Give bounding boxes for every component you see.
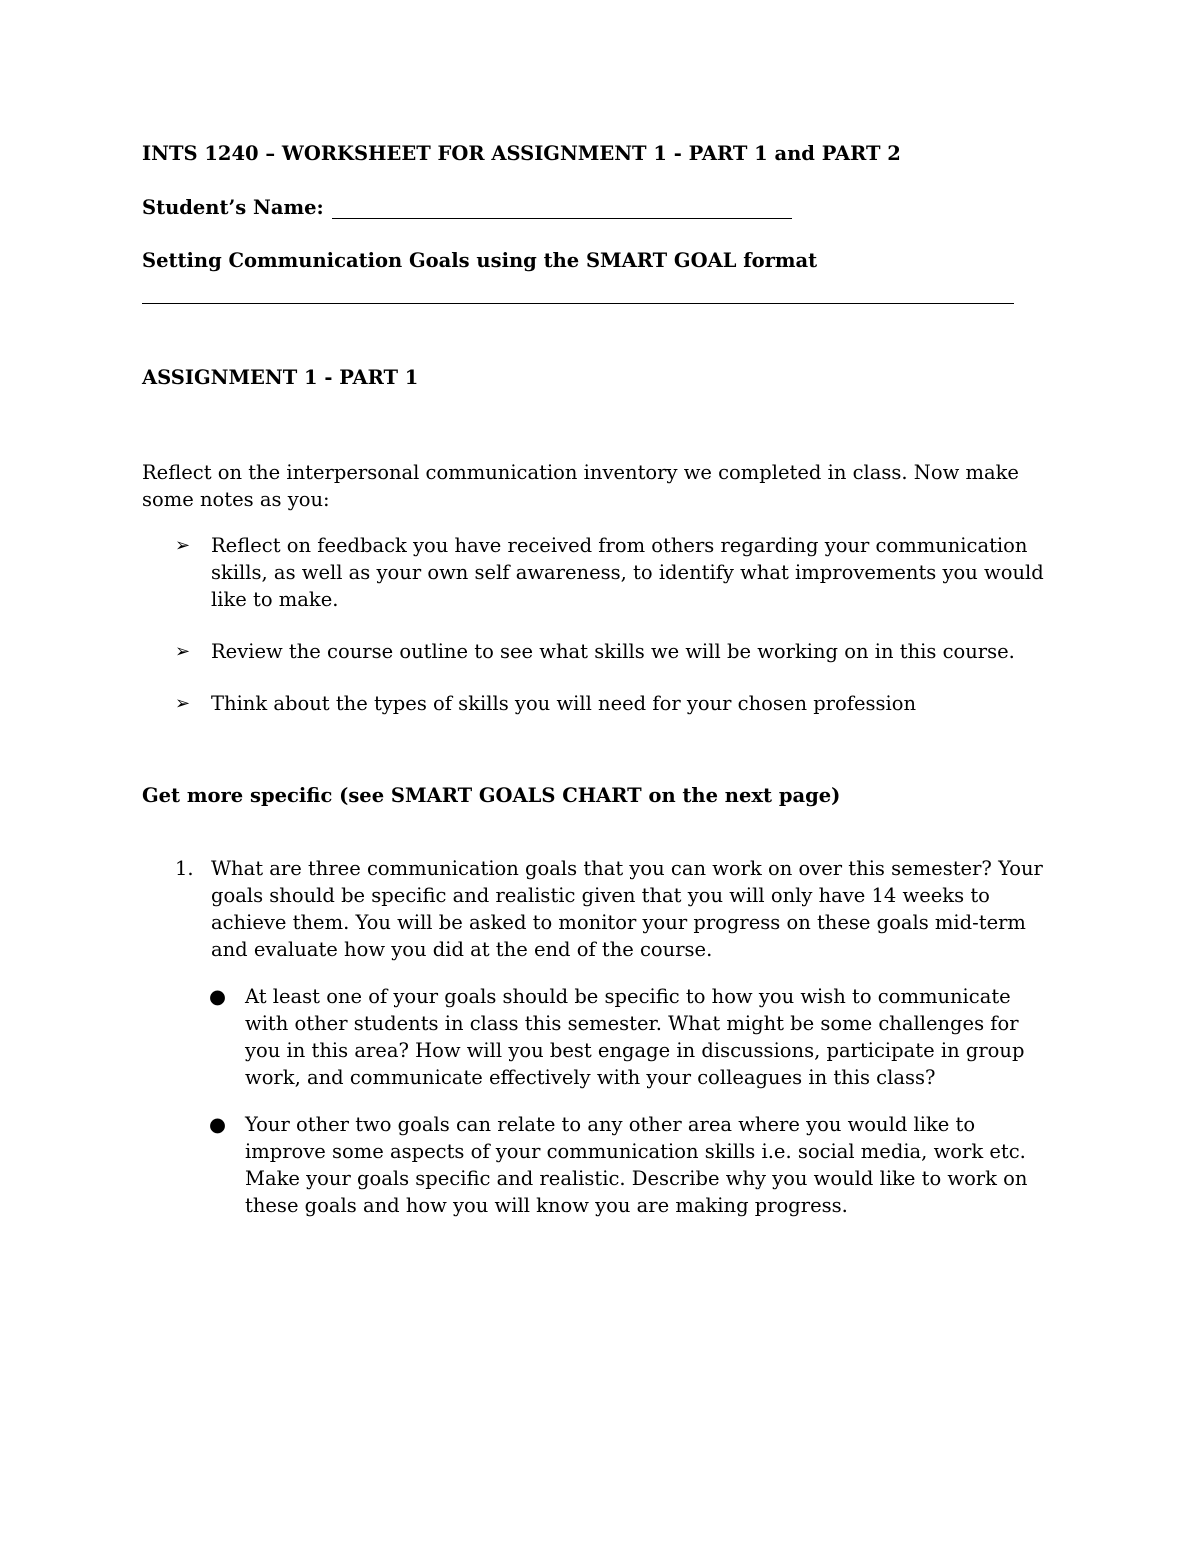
list-item xyxy=(142,983,1062,1091)
arrow-bullet-icon: ➢ xyxy=(175,641,191,662)
specific-heading: Get more specific (see SMART GOALS CHART on the next page) xyxy=(142,784,841,807)
student-name-label: Student’s Name: xyxy=(142,196,324,219)
numbered-item-label: 1. xyxy=(175,857,194,880)
subtitle: Setting Communication Goals using the SMART GOAL format xyxy=(142,249,818,272)
arrow-list xyxy=(142,532,1062,717)
arrow-bullet-icon: ➢ xyxy=(175,535,191,556)
list-item-text: Think about the types of skills you will need for your chosen profession xyxy=(211,692,917,715)
part1-heading: ASSIGNMENT 1 - PART 1 xyxy=(142,366,419,389)
list-item xyxy=(142,532,1062,613)
list-item xyxy=(142,690,1062,717)
list-item-text: At least one of your goals should be specific to how you wish to communicate with other students in class this semester. What might be some challenges for you in this area? How will you best engage in discussions, participate in group work, and communicate effectively with your colleagues in this class? xyxy=(245,985,1025,1089)
horizontal-rule xyxy=(142,302,1014,304)
list-item-text: Review the course outline to see what skills we will be working on in this course. xyxy=(211,640,1015,663)
list-item xyxy=(142,638,1062,665)
dot-bullet-icon: ● xyxy=(209,985,227,1008)
student-name-row xyxy=(142,194,1062,221)
list-item-text: Reflect on feedback you have received from others regarding your communication skills, as well as your own self awareness, to identify what improvements you would like to make. xyxy=(211,534,1044,611)
list-item xyxy=(142,1111,1062,1219)
numbered-item-text: What are three communication goals that you can work on over this semester? Your goals should be specific and realistic given that you will only have 14 weeks to achieve them. You will be asked to monitor your progress on these goals mid-term and evaluate how you did at the end of the course. xyxy=(211,857,1043,961)
numbered-item xyxy=(142,855,1062,963)
page-title: INTS 1240 – WORKSHEET FOR ASSIGNMENT 1 - PART 1 and PART 2 xyxy=(142,142,901,165)
list-item-text: Your other two goals can relate to any other area where you would like to improve some aspects of your communication skills i.e. social media, work etc. Make your goals specific and realistic. Describe why you would like to work on these goals and how you will know you are making progress. xyxy=(245,1113,1028,1217)
student-name-blank-line[interactable] xyxy=(332,196,792,219)
numbered-list xyxy=(142,855,1062,963)
dot-bullet-icon: ● xyxy=(209,1113,227,1136)
bullet-list xyxy=(142,983,1062,1219)
reflect-intro: Reflect on the interpersonal communication inventory we completed in class. Now make some notes as you: xyxy=(142,461,1019,511)
arrow-bullet-icon: ➢ xyxy=(175,693,191,714)
worksheet-page xyxy=(142,140,1062,1239)
